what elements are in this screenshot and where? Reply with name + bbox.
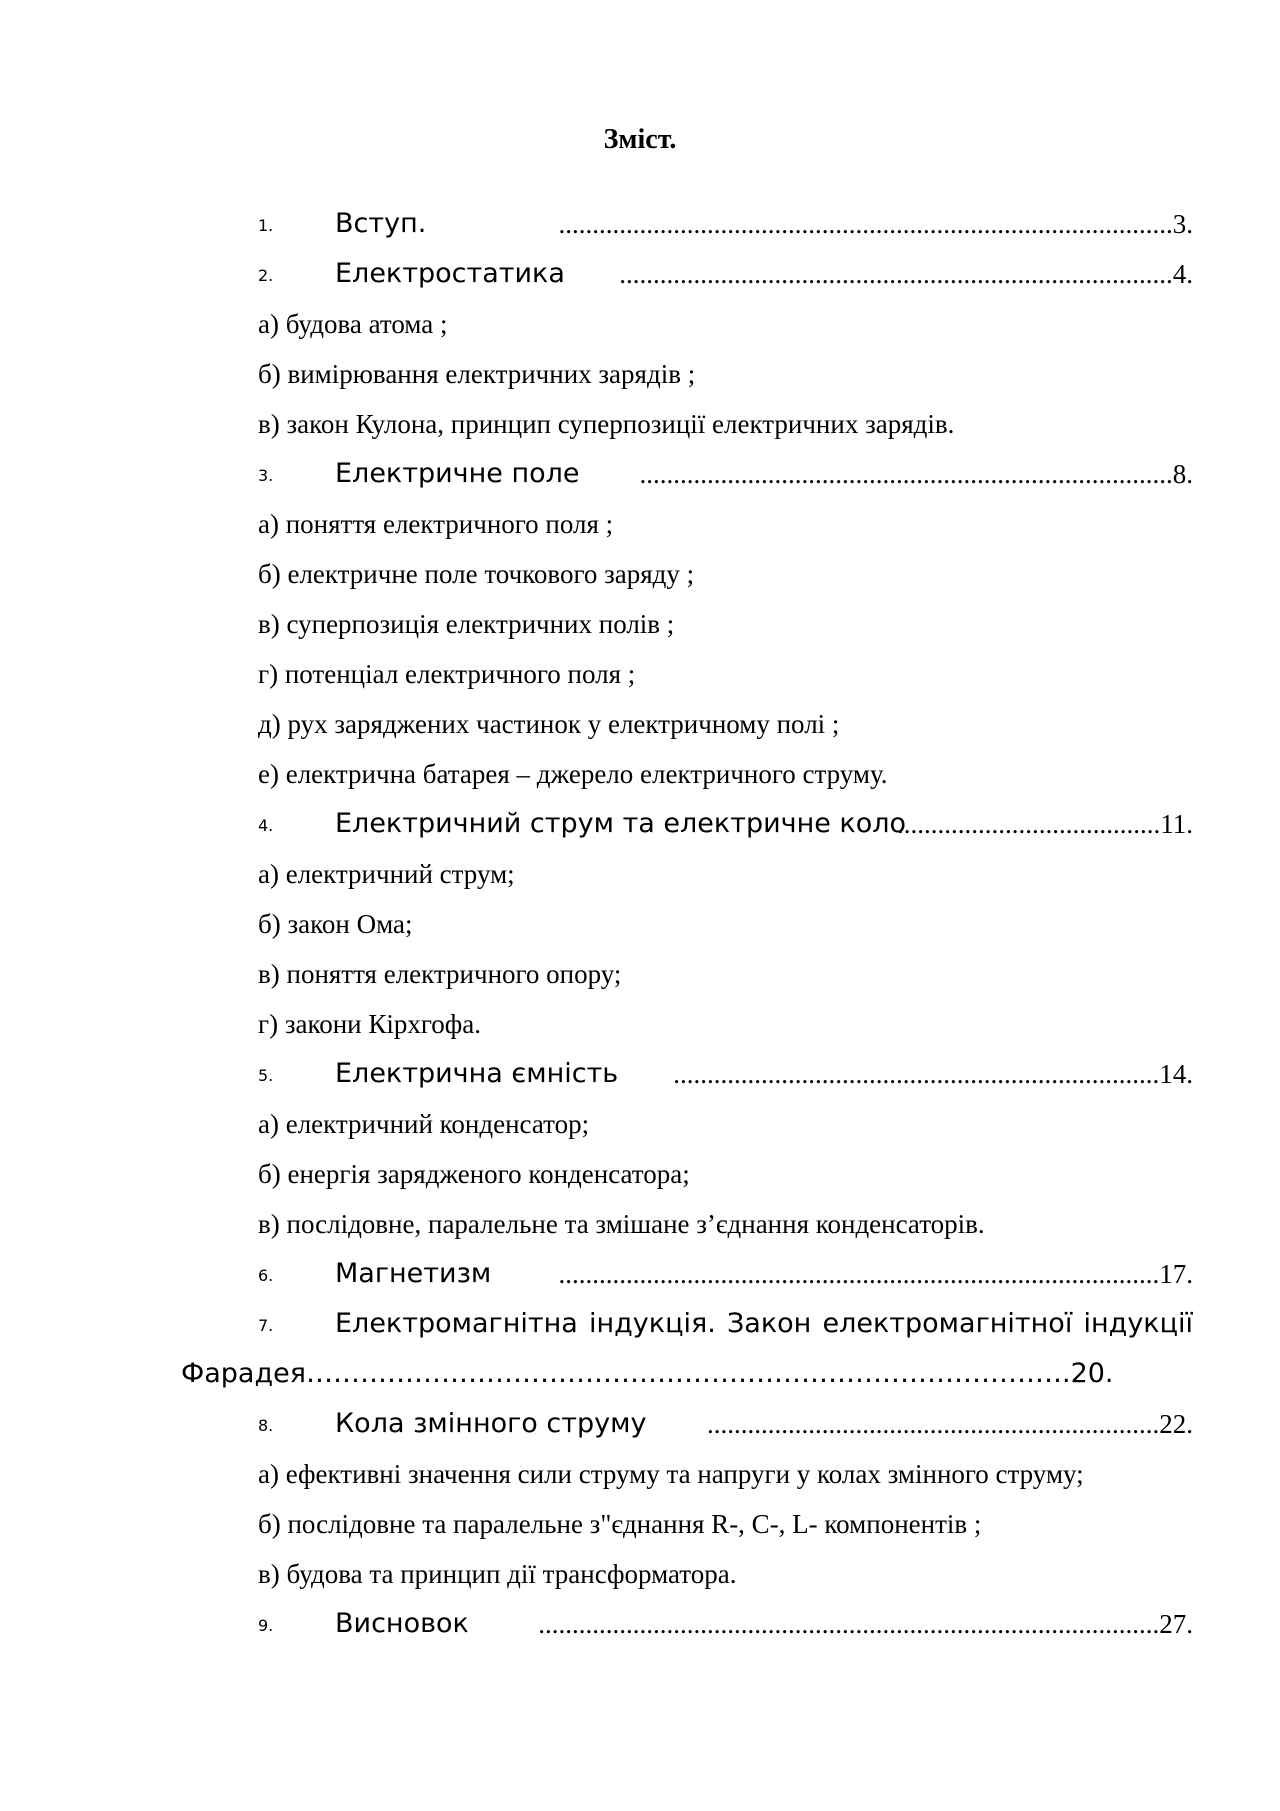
subitem-text: а) будова атома ;: [258, 309, 448, 339]
subitem-text: б) електричне поле точкового заряду ;: [258, 559, 695, 589]
subitem-text: а) електричний струм;: [258, 859, 515, 889]
entry-title: Електричне поле: [335, 458, 580, 489]
subitem-text: а) електричний конденсатор;: [258, 1109, 590, 1139]
entry-title: Магнетизм: [335, 1258, 492, 1289]
toc-subitem: [258, 1152, 1193, 1196]
entry-number: 4.: [258, 816, 274, 835]
subitem-text: б) послідовне та паралельне з"єднання R-, C-, L- компонентів ;: [258, 1509, 982, 1539]
entry-number: 9.: [258, 1616, 274, 1635]
subitem-text: а) ефективні значення сили струму та напруги у колах змінного струму;: [258, 1459, 1084, 1489]
subitem-text: е) електрична батарея – джерело електричного струму.: [258, 759, 888, 789]
toc-subitem: [258, 652, 1193, 696]
entry-page-leader: ........................................................................14.: [673, 1059, 1193, 1089]
toc-entry-9: [258, 1602, 1193, 1646]
subitem-text: в) суперпозиція електричних полів ;: [258, 609, 675, 639]
subitem-text: д) рух заряджених частинок у електричному полі ;: [258, 709, 840, 739]
toc-subitem: [258, 552, 1193, 596]
subitem-text: в) будова та принцип дії трансформатора.: [258, 1559, 737, 1589]
toc-subitem: [258, 1002, 1193, 1046]
toc-subitem: [258, 752, 1193, 796]
toc-subitem: [258, 902, 1193, 946]
entry-page-leader: ...................................................................22.: [707, 1409, 1193, 1439]
subitem-text: в) послідовне, паралельне та змішане з’єднання конденсаторів.: [258, 1209, 985, 1239]
subitem-text: б) закон Ома;: [258, 909, 413, 939]
entry-number: 3.: [258, 466, 274, 485]
subitem-text: а) поняття електричного поля ;: [258, 509, 614, 539]
entry-title: Електростатика: [335, 258, 565, 289]
entry-number: 7.: [258, 1316, 274, 1335]
toc-entry-2: [258, 252, 1193, 296]
toc-subitem: [258, 602, 1193, 646]
entry-title: Кола змінного струму: [335, 1408, 647, 1439]
toc-subitem: [258, 1102, 1193, 1146]
page-title: Зміст.: [603, 124, 677, 155]
entry-page-leader: ............................................................................................27.: [538, 1609, 1193, 1639]
toc-subitem: [258, 1202, 1193, 1246]
toc-entry-8: [258, 1402, 1193, 1446]
entry-title: Електричний струм та електричне коло: [335, 808, 907, 839]
toc-subitem: [258, 302, 1193, 346]
toc-subitem: [258, 952, 1193, 996]
entry-page-leader: .........................................................................................17.: [558, 1259, 1193, 1289]
toc-subitem: [258, 502, 1193, 546]
entry-number: 6.: [258, 1266, 274, 1285]
toc-subitem: [258, 1502, 1193, 1546]
entry-title: Електрична ємність: [335, 1058, 619, 1089]
toc-entry-5: [258, 1052, 1193, 1096]
subitem-text: г) закони Кірхгофа.: [258, 1009, 482, 1039]
entry-number: 1.: [258, 216, 274, 235]
entry-number: 2.: [258, 266, 274, 285]
toc-subitem: [258, 352, 1193, 396]
entry-page-leader: .......................................11.: [897, 809, 1193, 839]
subitem-text: в) закон Кулона, принцип суперпозиції електричних зарядів.: [258, 409, 955, 439]
subitem-text: б) енергія зарядженого конденсатора;: [258, 1159, 690, 1189]
entry-page-leader: ...............................................................................8.: [639, 459, 1193, 489]
toc-entry-7-continuation: Фарадея………………………………………………………………………….20.: [181, 1358, 1114, 1389]
toc-subitem: [258, 702, 1193, 746]
entry-number: 8.: [258, 1416, 274, 1435]
entry-title: Електромагнітна індукція. Закон електромагнітної індукції: [335, 1308, 1193, 1339]
toc-entry-7: [258, 1302, 1193, 1346]
toc-subitem: [258, 1552, 1193, 1596]
toc-entry-1: [258, 202, 1193, 246]
entry-page-leader: ...........................................................................................3.: [558, 209, 1193, 239]
entry-title: Висновок: [335, 1608, 469, 1639]
subitem-text: б) вимірювання електричних зарядів ;: [258, 359, 696, 389]
toc-entry-3: [258, 452, 1193, 496]
toc-subitem: [258, 852, 1193, 896]
entry-number: 5.: [258, 1066, 274, 1085]
entry-title: Вступ.: [335, 208, 427, 239]
subitem-text: в) поняття електричного опору;: [258, 959, 622, 989]
subitem-text: г) потенціал електричного поля ;: [258, 659, 636, 689]
toc-subitem: [258, 402, 1193, 446]
toc-entry-6: [258, 1252, 1193, 1296]
toc-entry-4: [258, 802, 1193, 846]
toc-subitem: [258, 1452, 1193, 1496]
entry-page-leader: ..................................................................................4.: [619, 259, 1193, 289]
